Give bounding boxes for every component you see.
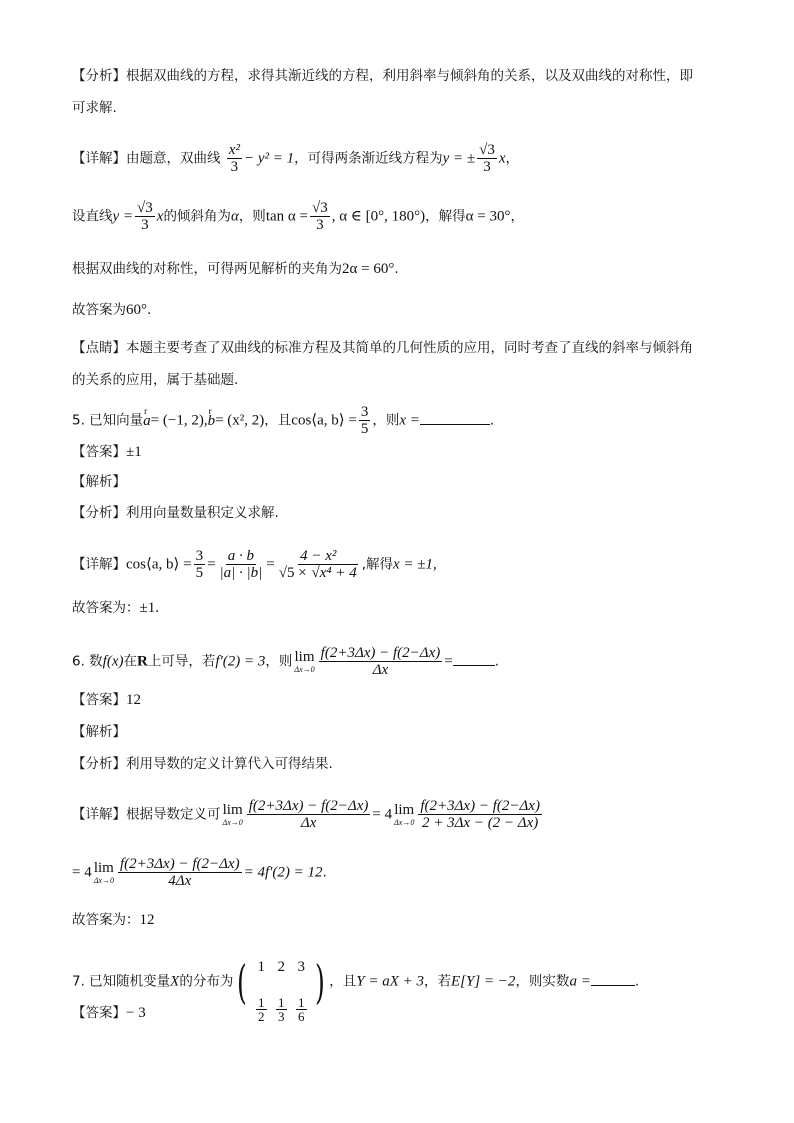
answer-blank[interactable] xyxy=(420,424,490,425)
cos-expr: cos⟨a, b⟩ = xyxy=(126,556,192,573)
limit: lim Δx→0 xyxy=(222,801,243,827)
hyperbola-equation: − y² = 1 xyxy=(243,150,295,167)
text: ，则实数 xyxy=(515,973,570,990)
answer-7 xyxy=(72,1003,146,1023)
den-part: √5 × xyxy=(278,565,311,581)
result: 60° xyxy=(126,302,147,318)
text: 故答案为： xyxy=(72,600,140,616)
answer-6 xyxy=(72,690,141,710)
result: α = 30° xyxy=(465,208,511,225)
text: 的倾斜角为 xyxy=(163,208,231,225)
text: ，且 xyxy=(329,973,357,990)
question-5 xyxy=(72,404,494,437)
section-tag: 【解析】 xyxy=(72,474,126,490)
solution-6-tag xyxy=(72,722,126,742)
text: 上可导，若 xyxy=(147,653,216,670)
dot-fraction: $\frac{a \cdot b}{|a| \cdot |b|}$ xyxy=(219,548,263,581)
vector-b-value: = (x², 2) xyxy=(215,412,265,429)
text: ，则 xyxy=(372,412,400,429)
result: = 4f′(2) = 12 xyxy=(243,864,323,881)
text: 的分布为 xyxy=(179,973,234,990)
text: . xyxy=(494,653,500,670)
vector-b: r b xyxy=(208,411,216,431)
alpha: α xyxy=(230,208,239,225)
question-number: 6. 数 xyxy=(72,653,103,670)
analysis-6 xyxy=(72,754,333,774)
equals-4: = 4 xyxy=(72,864,92,881)
text: 根据双曲线的对称性，可得两见解析的夹角为 xyxy=(72,261,342,277)
text: ， xyxy=(510,208,524,225)
text: ，可得两条渐近线方程为 xyxy=(294,150,443,167)
detail-5 xyxy=(72,548,437,581)
text: . xyxy=(322,864,327,881)
analysis-line-1 xyxy=(72,66,693,86)
text: ,解得 xyxy=(361,556,393,573)
text: ，且 xyxy=(264,412,292,429)
question-7 xyxy=(72,940,639,1023)
text: 由题意，双曲线 xyxy=(126,150,221,167)
cos-expr: cos⟨a, b⟩ = xyxy=(291,412,357,429)
comment-text: 本题主要考查了双曲线的标准方程及其简单的几何性质的应用，同时考查了直线的斜率与倾斜角 xyxy=(126,340,693,356)
derivative-value: f′(2) = 3 xyxy=(215,653,266,670)
section-tag: 【分析】 xyxy=(72,68,126,84)
text: ，若 xyxy=(424,973,451,990)
den-part: √x⁴ + 4 xyxy=(311,565,357,581)
text: 设直线 xyxy=(72,208,113,225)
answer-5 xyxy=(72,442,142,462)
section-tag: 【点睛】 xyxy=(72,340,126,356)
text: 根据导数定义可 xyxy=(126,806,221,823)
vector-a-value: = (−1, 2), xyxy=(150,412,208,429)
detail-line-1 xyxy=(72,142,519,175)
question-number: 7. 已知随机变量 xyxy=(72,973,171,990)
result: x = ±1, xyxy=(393,556,437,573)
section-tag: 【详解】 xyxy=(72,556,126,573)
detail-line-2 xyxy=(72,200,524,233)
limit: lim Δx→0 xyxy=(394,801,415,827)
function: f(x) xyxy=(102,653,124,670)
comment-line-2 xyxy=(72,370,238,390)
section-tag: 【详解】 xyxy=(72,806,126,823)
equals: = xyxy=(207,556,216,573)
sqrt3-fraction: $\frac{√3}{3}$ xyxy=(311,200,328,233)
real-set: R xyxy=(137,653,148,670)
text: ，则 xyxy=(238,208,266,225)
text: 故答案为 xyxy=(72,302,126,318)
section-tag: 【解析】 xyxy=(72,724,126,740)
analysis-text: 利用导数的定义计算代入可得结果. xyxy=(126,756,333,772)
comment-text: 的关系的应用，属于基础题. xyxy=(72,372,239,388)
result: 2α = 60° xyxy=(342,261,395,277)
a-eq: a = xyxy=(569,973,591,990)
comment-line-1 xyxy=(72,338,693,358)
text: . xyxy=(489,412,495,429)
right-paren: ) xyxy=(315,954,326,1009)
vector-a: r a xyxy=(143,411,151,431)
text: 在 xyxy=(123,653,137,670)
hyperbola-fraction: $\frac{\text{x²}}{3}$ xyxy=(228,142,240,175)
matrix-cell: $\frac{1}{3}$ xyxy=(278,995,285,1024)
limit-fraction-2: $\frac{f(2+3\Delta x) - f(2-\Delta x)}{2 + 3\Delta x - (2 - \Delta x)}$ xyxy=(420,798,540,831)
analysis-5 xyxy=(72,503,279,523)
matrix-cell: $\frac{1}{2}$ xyxy=(258,995,265,1024)
limit-fraction: $\frac{f(2+3\Delta x) - f(2-\Delta x)}{\Delta x}$ xyxy=(320,645,441,678)
text: ，则 xyxy=(265,653,293,670)
detail-6b xyxy=(72,856,327,889)
answer-value: ±1. xyxy=(139,600,159,616)
matrix-cell: 3 xyxy=(297,959,306,975)
question-number: 5. 已知向量 xyxy=(72,412,144,429)
sqrt3-fraction: $\frac{√3}{3}$ xyxy=(137,200,153,233)
section-tag: 【分析】 xyxy=(72,505,126,521)
text: . xyxy=(634,973,640,990)
tan-eq: tan α = xyxy=(265,208,308,225)
fraction: $\frac{3}{5}$ xyxy=(195,548,204,581)
answer-value: ±1 xyxy=(126,444,142,460)
answer-line-6 xyxy=(72,910,155,930)
section-tag: 【详解】 xyxy=(72,150,126,167)
question-6 xyxy=(72,645,499,678)
value-fraction: $\frac{\text{4 − x²}}{\text{√5 × √x⁴ + 4}}$ xyxy=(278,548,357,581)
section-tag: 【答案】 xyxy=(72,444,126,460)
section-tag: 【答案】 xyxy=(72,1005,126,1021)
matrix-cell: $\frac{1}{6}$ xyxy=(298,995,305,1024)
analysis-line-2 xyxy=(72,98,117,118)
answer-value: 12 xyxy=(139,912,155,928)
answer-line-5 xyxy=(72,598,159,618)
text: 故答案为： xyxy=(72,912,140,928)
text: ， xyxy=(505,150,520,167)
detail-6 xyxy=(72,798,544,831)
text: ，解得 xyxy=(425,208,466,225)
matrix-cell: 1 xyxy=(257,959,266,975)
equals-4: = 4 xyxy=(372,806,393,823)
analysis-text: 根据双曲线的方程，求得其渐近线的方程，利用斜率与倾斜角的关系，以及双曲线的对称性，即 xyxy=(126,68,693,84)
equals: = xyxy=(266,556,275,573)
answer-blank[interactable] xyxy=(591,985,635,986)
y-equation: Y = aX + 3 xyxy=(356,973,424,990)
section-tag: 【分析】 xyxy=(72,756,126,772)
asymptote-eq: y = ± xyxy=(442,150,476,167)
x-var: x xyxy=(156,208,164,225)
distribution-matrix xyxy=(233,940,329,1023)
range: , α ∈ [0°, 180°) xyxy=(331,208,426,225)
analysis-text: 可求解. xyxy=(72,100,117,116)
line-eq: y = xyxy=(112,208,134,225)
sqrt3-fraction: $\frac{√3}{3}$ xyxy=(479,142,495,175)
answer-blank[interactable] xyxy=(453,665,495,666)
limit: lim Δx→0 xyxy=(294,648,315,674)
text: . xyxy=(394,261,399,277)
section-tag: 【答案】 xyxy=(72,692,126,708)
analysis-text: 利用向量数量积定义求解. xyxy=(126,505,279,521)
left-paren: ( xyxy=(237,954,248,1009)
answer-line xyxy=(72,300,151,320)
solution-5-tag xyxy=(72,472,126,492)
text: . xyxy=(147,302,152,318)
limit: lim Δx→0 xyxy=(93,859,114,885)
matrix-cell: 2 xyxy=(277,959,286,975)
matrix-grid xyxy=(251,940,311,1023)
detail-line-3 xyxy=(72,259,399,279)
answer-value: 12 xyxy=(126,692,141,708)
limit-fraction: $\frac{f(2+3\Delta x) - f(2-\Delta x)}{4\Delta x}$ xyxy=(119,856,240,889)
fraction: $\frac{3}{5}$ xyxy=(360,404,369,437)
answer-value: − 3 xyxy=(126,1005,146,1021)
limit-fraction: $\frac{f(2+3\Delta x) - f(2-\Delta x)}{\Delta x}$ xyxy=(248,798,369,831)
random-variable: X xyxy=(170,973,180,990)
x-var: x xyxy=(498,150,506,167)
x-eq: x = xyxy=(399,412,420,429)
equals: = xyxy=(444,653,453,670)
expectation: E[Y] = −2 xyxy=(451,973,516,990)
